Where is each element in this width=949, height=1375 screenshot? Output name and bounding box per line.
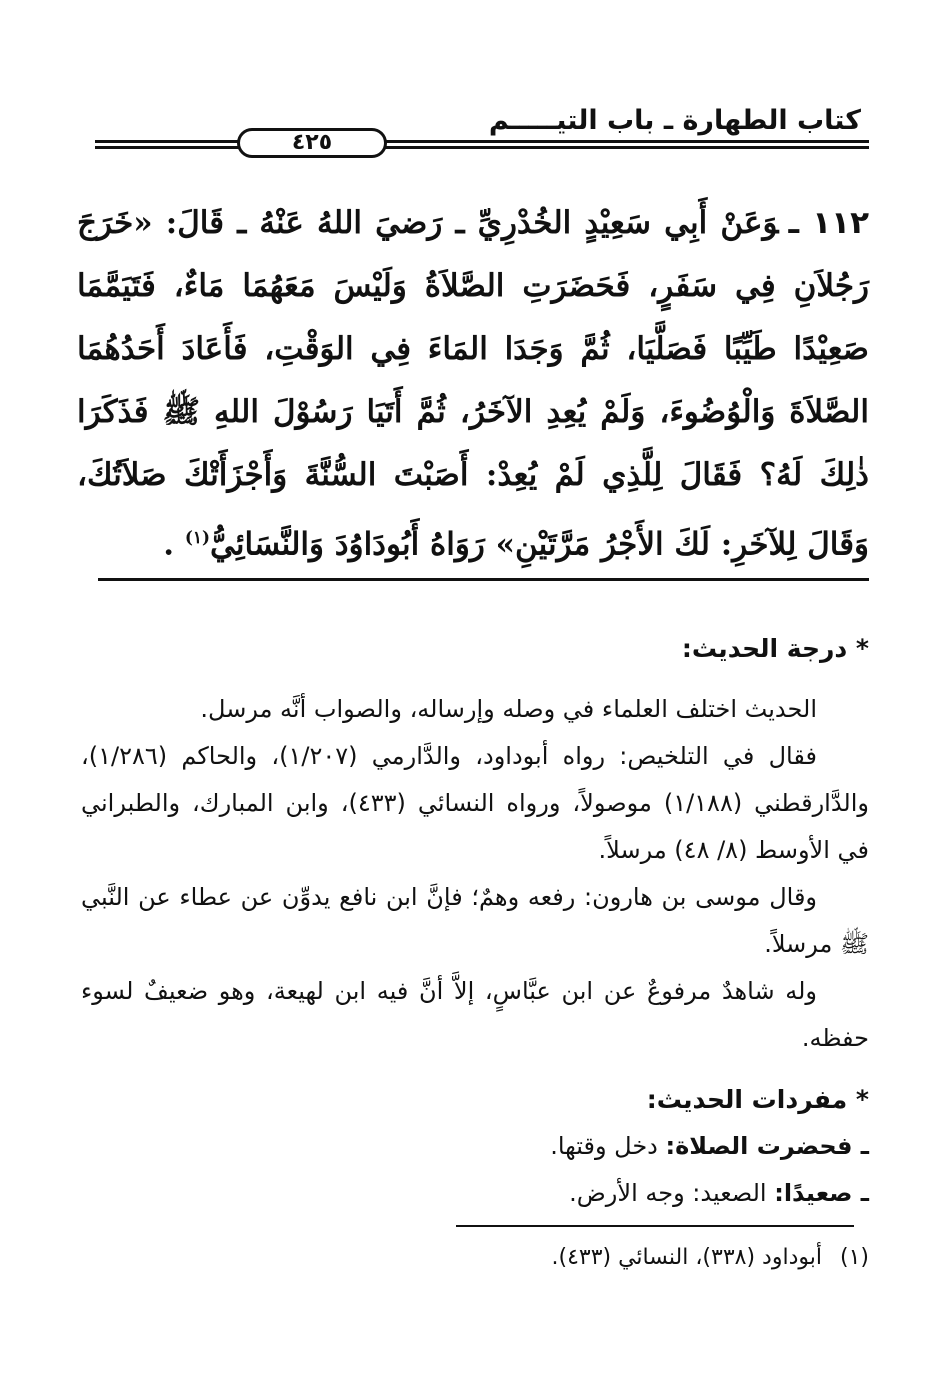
vocab-item <box>81 1123 869 1170</box>
vocab-heading: * مفردات الحديث: <box>646 1085 869 1114</box>
grade-paragraph: الحديث اختلف العلماء في وصله وإرساله، والصواب أنَّه مرسل. <box>200 695 817 723</box>
vocab-term: ـ فحضرت الصلاة: <box>665 1132 869 1160</box>
hadith-end-mark: . <box>163 526 175 563</box>
hadith-text: وَعَنْ أَبِي سَعِيْدٍ الخُدْرِيِّ ـ رَضيَ اللهُ عَنْهُ ـ قَالَ: «خَرَجَ رَجُلاَنِ فِي سَفَرٍ، فَحَضَرَتِ الصَّلاَةُ وَلَيْسَ مَعَهُمَا مَاءٌ، فَتَيَمَّمَا صَعِيْدًا طَيِّبًا فَصَلَّيَا، ثُمَّ وَجَدَا المَاءَ فِي الوَقْتِ، فَأَعَادَ أَحَدُهُمَا الصَّلاَةَ وَالْوُضُوءَ، وَلَمْ يُعِدِ الآخَرُ، ثُمَّ أَتَيَا رَسُوْلَ اللهِ ﷺ فَذَكَرَا ذٰلِكَ لَهُ؟ فَقَالَ لِلَّذِي لَمْ يُعِدْ: أَصَبْتَ السُّنَّةَ وَأَجْزَأَتْكَ صَلاَتُكَ، وَقَالَ لِلآخَرِ: لَكَ الأَجْرُ مَرَّتَيْنِ» رَوَاهُ أَبُودَاوُدَ وَالنَّسَائِيُّ <box>77 205 869 563</box>
vocab-item <box>81 1170 869 1217</box>
vocab-term: ـ صعيدًا: <box>774 1179 869 1207</box>
grade-paragraph: وقال موسى بن هارون: رفعه وهمٌ؛ فإنَّ ابن نافع يدوِّن عن عطاء عن النَّبي ﷺ مرسلاً. <box>81 883 869 958</box>
running-title: كتاب الطهارة ـ باب التيـــــم <box>488 105 861 136</box>
section-divider <box>98 578 869 581</box>
footnote-ref[interactable]: (١) <box>184 528 211 548</box>
footnote-text: أبوداود (٣٣٨)، النسائي (٤٣٣). <box>551 1245 822 1270</box>
grade-heading: * درجة الحديث: <box>681 634 869 663</box>
footnote-rule <box>456 1225 854 1227</box>
double-rule <box>95 140 869 152</box>
header-rule <box>95 130 869 160</box>
hadith-number: ١١٢ ـ <box>788 205 870 241</box>
footnote <box>81 1238 869 1278</box>
vocab-definition: دخل وقتها. <box>550 1132 658 1160</box>
page-number: ٤٢٥ <box>237 128 387 158</box>
hadith-text-block <box>77 192 869 576</box>
vocab-definition: الصعيد: وجه الأرض. <box>569 1179 767 1207</box>
commentary <box>81 625 869 1217</box>
grade-paragraph: وله شاهدٌ مرفوعٌ عن ابن عبَّاسٍ، إلاَّ أنَّ فيه ابن لهيعة، وهو ضعيفٌ لسوء حفظه. <box>81 977 869 1052</box>
footnote-number: (١) <box>839 1245 869 1270</box>
grade-paragraph: فقال في التلخيص: رواه أبوداود، والدَّارمي (١/٢٠٧)، والحاكم (١/٢٨٦)، والدَّارقطني (١/١٨٨) موصولاً، ورواه النسائي (٤٣٣)، وابن المبارك، والطبراني في الأوسط (٨/ ٤٨) مرسلاً. <box>81 742 869 864</box>
